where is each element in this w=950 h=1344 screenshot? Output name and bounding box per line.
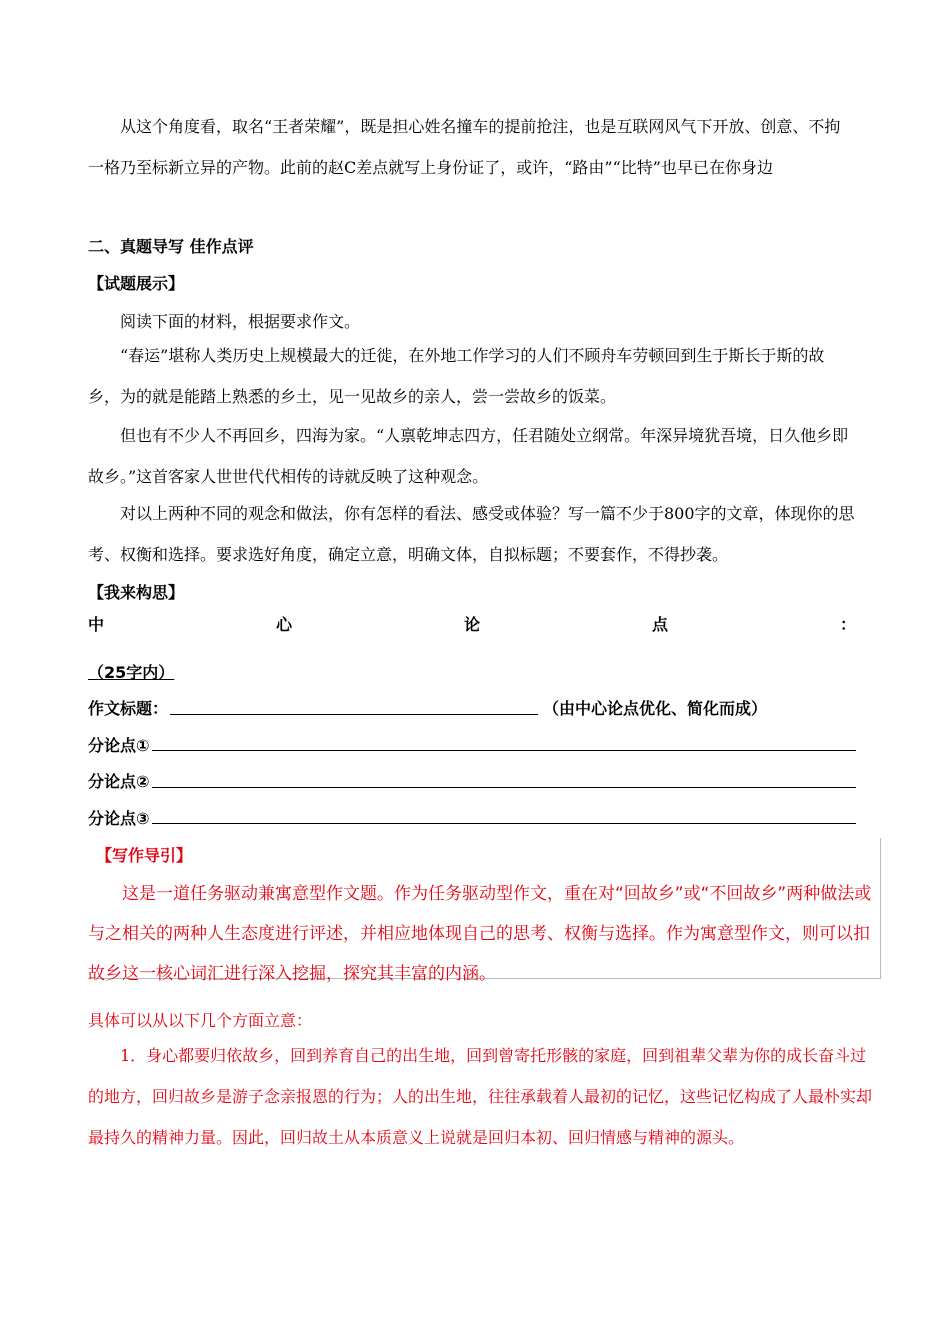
thesis-row: [88, 612, 856, 642]
thesis-char: 中: [88, 615, 105, 634]
title-note: （由中心论点优化、简化而成）: [543, 699, 768, 718]
material-paragraph-2: 但也有不少人不再回乡，四海为家。“人禀乾坤志四方，任君随处立纲常。年深异境犹吾境，日久他乡即故乡。”这首客家人世世代代相传的诗就反映了这种观念。: [88, 426, 849, 486]
sub-point-blank-line[interactable]: [152, 750, 856, 751]
intro-paragraph: 从这个角度看，取名“王者荣耀”，既是担心姓名撞车的提前抢注，也是互联网风气下开放、创意、不拘一格乃至标新立异的产物。此前的赵C差点就写上身份证了，或许，“路由”“比特”也早已在你身边: [88, 117, 841, 177]
exam-label: 【试题展示】: [88, 274, 185, 293]
idea-point-1: 1．身心都要归依故乡，回到养育自己的出生地，回到曾寄托形骸的家庭，回到祖辈父辈为你的成长奋斗过的地方，回归故乡是游子念亲报恩的行为；人的出生地，往往承载着人最初的记忆，这些记忆构成了人最朴实却最持久的精神力量。因此，回归故土从本质意义上说就是回归本初、回归情感与精神的源头。: [88, 1046, 873, 1147]
read-instruction: 阅读下面的材料，根据要求作文。: [120, 312, 361, 331]
sub-point-label: 分论点①: [88, 736, 150, 755]
requirement-paragraph: 对以上两种不同的观念和做法，你有怎样的看法、感受或体验？写一篇不少于800字的文章，体现你的思考、权衡和选择。要求选好角度，确定立意，明确文体，自拟标题；不要套作，不得抄袭。: [88, 504, 855, 564]
thesis-char: ：: [839, 615, 856, 634]
thesis-char: 点: [651, 615, 668, 634]
thesis-limit: （25字内）: [88, 663, 175, 682]
title-label: 作文标题：: [88, 699, 169, 718]
ideas-lead: 具体可以从以下几个方面立意：: [88, 1011, 313, 1030]
sub-point-blank-line[interactable]: [152, 787, 856, 788]
sub-point-label: 分论点③: [88, 809, 150, 828]
outline-label: 【我来构思】: [88, 583, 185, 602]
writing-guide-title: 【写作导引】: [96, 846, 193, 865]
thesis-char: 论: [463, 615, 480, 634]
section-heading: 二、真题导写 佳作点评: [88, 237, 254, 256]
thesis-char: 心: [275, 615, 292, 634]
title-blank-line[interactable]: [170, 714, 538, 715]
sub-point-blank-line[interactable]: [152, 823, 856, 824]
writing-guide-text: 这是一道任务驱动兼寓意型作文题。作为任务驱动型作文，重在对“回故乡”或“不回故乡”两种做法或与之相关的两种人生态度进行评述，并相应地体现自己的思考、权衡与选择。作为寓意型作文，则可以扣故乡这一核心词汇进行深入挖掘，探究其丰富的内涵。: [88, 884, 872, 984]
material-paragraph-1: “春运”堪称人类历史上规模最大的迁徙，在外地工作学习的人们不顾舟车劳顿回到生于斯长于斯的故乡，为的就是能踏上熟悉的乡土，见一见故乡的亲人，尝一尝故乡的饭菜。: [88, 346, 825, 406]
sub-point-label: 分论点②: [88, 772, 150, 791]
